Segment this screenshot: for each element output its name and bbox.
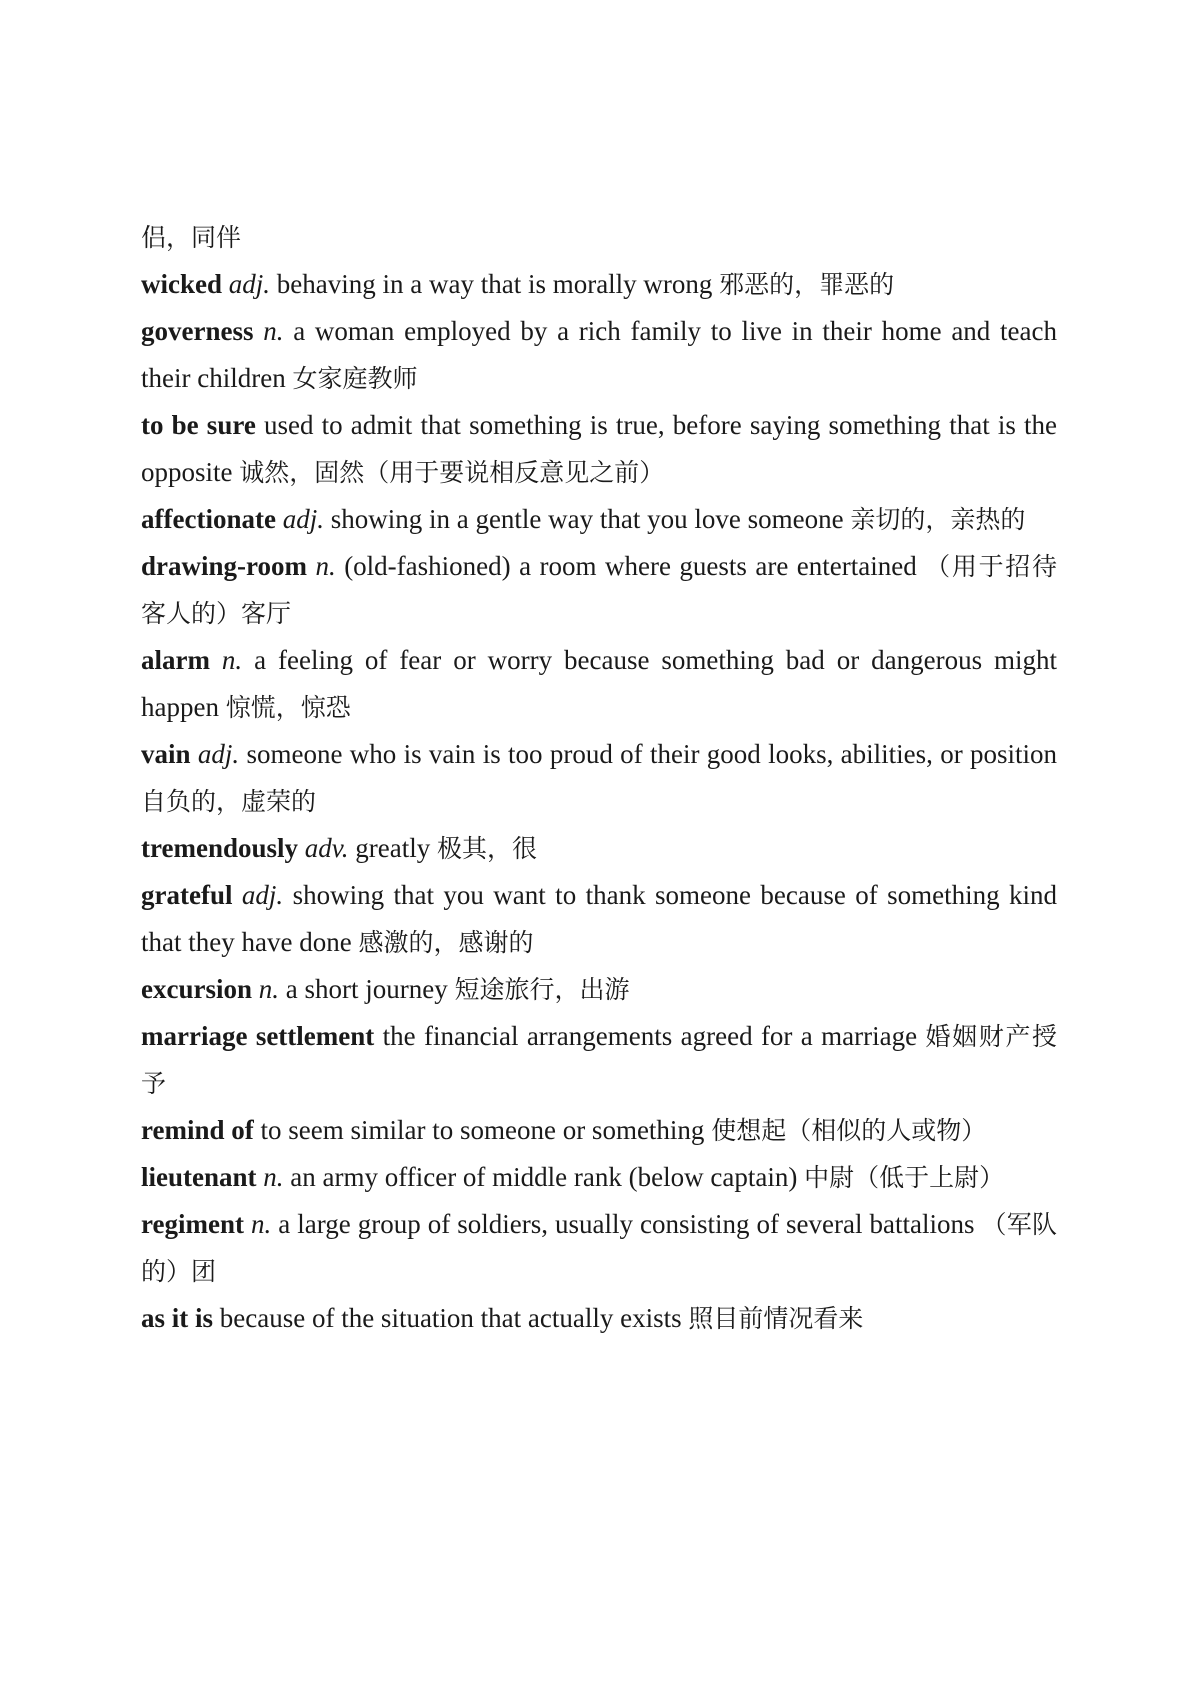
entry-definition: a short journey [285, 974, 448, 1004]
entry-translation: 短途旅行，出游 [454, 975, 630, 1004]
continuation-line [141, 214, 1057, 261]
glossary-entry [141, 1295, 1057, 1342]
entry-definition: showing that you want to thank someone because of something kind that they have done [141, 880, 1058, 957]
entry-translation: 女家庭教师 [292, 364, 418, 393]
entry-term: excursion [141, 974, 252, 1004]
glossary-entry [141, 261, 1057, 308]
glossary-entry [141, 308, 1057, 402]
glossary-entry [141, 1107, 1057, 1154]
entry-term: to be sure [141, 410, 256, 440]
glossary-entries [141, 261, 1057, 1342]
entry-definition: greatly [355, 833, 431, 863]
entry-part-of-speech: adv. [304, 833, 349, 863]
entry-definition: an army officer of middle rank (below captain) [290, 1162, 798, 1192]
glossary-entry [141, 966, 1057, 1013]
entry-term: remind of [141, 1115, 254, 1145]
entry-term: as it is [141, 1303, 214, 1333]
glossary-entry [141, 496, 1057, 543]
entry-term: governess [141, 316, 254, 346]
glossary-entry [141, 543, 1057, 637]
entry-part-of-speech: n. [315, 551, 336, 581]
glossary-entry [141, 872, 1057, 966]
entry-definition: someone who is vain is too proud of their good looks, abilities, or position [246, 739, 1058, 769]
entry-term: wicked [141, 269, 222, 299]
entry-term: vain [141, 739, 191, 769]
entry-definition: behaving in a way that is morally wrong [276, 269, 713, 299]
entry-definition: showing in a gentle way that you love someone [330, 504, 844, 534]
entry-part-of-speech: n. [258, 974, 279, 1004]
continuation-text: 侣，同伴 [141, 223, 242, 252]
entry-translation: 使想起（相似的人或物） [711, 1116, 987, 1145]
entry-part-of-speech: n. [221, 645, 243, 675]
entry-part-of-speech: n. [250, 1209, 272, 1239]
entry-term: regiment [141, 1209, 244, 1239]
entry-definition: used to admit that something is true, before saying something that is the opposite [141, 410, 1058, 487]
entry-translation: （军队的）团 [141, 1210, 1057, 1286]
entry-translation: 诚然，固然（用于要说相反意见之前） [239, 458, 665, 487]
entry-definition: a feeling of fear or worry because something bad or dangerous might happen [141, 645, 1058, 722]
entry-definition: the financial arrangements agreed for a marriage [382, 1021, 918, 1051]
glossary-entry [141, 637, 1057, 731]
entry-translation: 邪恶的，罪恶的 [719, 270, 895, 299]
entry-term: tremendously [141, 833, 299, 863]
entry-translation: 照目前情况看来 [688, 1304, 864, 1333]
entry-definition: a large group of soldiers, usually consisting of several battalions [278, 1209, 975, 1239]
entry-term: alarm [141, 645, 210, 675]
glossary-entry [141, 1013, 1057, 1107]
entry-definition: to seem similar to someone or something [260, 1115, 705, 1145]
entry-term: lieutenant [141, 1162, 257, 1192]
entry-translation: 感激的，感谢的 [358, 928, 534, 957]
glossary-entry [141, 1154, 1057, 1201]
entry-term: marriage settlement [141, 1021, 375, 1051]
entry-term: grateful [141, 880, 233, 910]
entry-part-of-speech: adj. [228, 269, 271, 299]
entry-translation: 惊慌，惊恐 [225, 693, 351, 722]
glossary-entry [141, 825, 1057, 872]
entry-definition: a woman employed by a rich family to live in their home and teach their children [141, 316, 1057, 393]
entry-translation: 极其，很 [436, 834, 537, 863]
glossary-entry [141, 1201, 1057, 1295]
glossary-page [141, 214, 1057, 1342]
entry-translation: （用于招待客人的）客厅 [141, 552, 1058, 628]
entry-translation: 自负的，虚荣的 [141, 787, 317, 816]
entry-term: affectionate [141, 504, 276, 534]
entry-definition: because of the situation that actually exists [219, 1303, 682, 1333]
glossary-entry [141, 731, 1057, 825]
entry-part-of-speech: adj. [197, 739, 240, 769]
entry-definition: (old-fashioned) a room where guests are entertained [344, 551, 917, 581]
entry-translation: 亲切的，亲热的 [850, 505, 1026, 534]
entry-term: drawing-room [141, 551, 307, 581]
entry-part-of-speech: adj. [241, 880, 284, 910]
entry-part-of-speech: n. [263, 316, 284, 346]
entry-translation: 中尉（低于上尉） [804, 1163, 1005, 1192]
entry-part-of-speech: n. [263, 1162, 284, 1192]
glossary-entry [141, 402, 1057, 496]
entry-part-of-speech: adj. [282, 504, 324, 534]
entry-translation: 婚姻财产授予 [141, 1022, 1057, 1098]
